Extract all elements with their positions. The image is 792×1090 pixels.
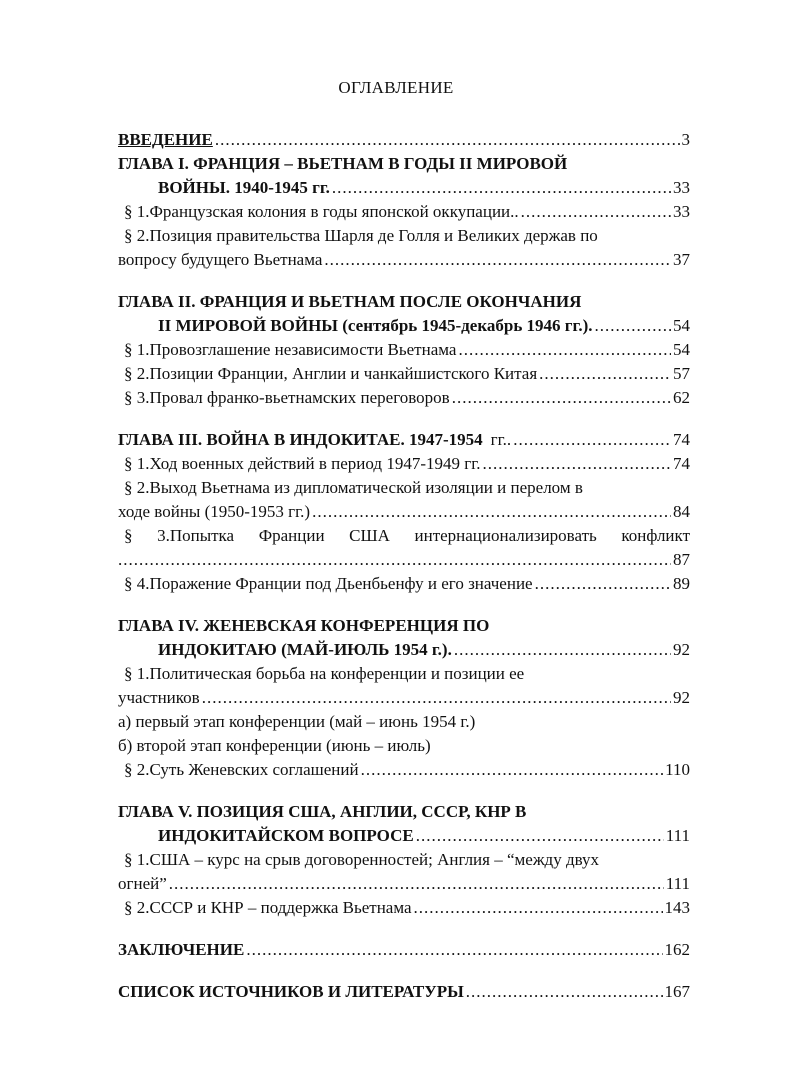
chapter-title: ГЛАВА II. ФРАНЦИЯ И ВЬЕТНАМ ПОСЛЕ ОКОНЧАНИЯ: [118, 292, 582, 311]
toc-chapter-5-line1[interactable]: [118, 800, 690, 824]
toc-section-2-2[interactable]: [118, 362, 690, 386]
chapter-title-cont: ИНДОКИТАЙСКОМ ВОПРОСЕ: [158, 826, 414, 845]
toc-chapter-1-line1[interactable]: [118, 152, 690, 176]
toc-chapter-4-line2[interactable]: [118, 638, 690, 662]
entry-page: 111: [665, 826, 690, 845]
table-of-contents: [118, 128, 690, 1004]
dot-leader: [595, 314, 672, 338]
entry-page: 54: [673, 316, 690, 335]
toc-section-3-3-line1[interactable]: § 3.Попытка Франции США интернационализировать конфликт: [124, 526, 690, 545]
dot-leader: [452, 386, 671, 410]
chapter-title: ГЛАВА IV. ЖЕНЕВСКАЯ КОНФЕРЕНЦИЯ ПО: [118, 616, 490, 635]
entry-page: 37: [673, 250, 690, 269]
dot-leader: [361, 758, 664, 782]
entry-page: 92: [673, 640, 690, 659]
entry-label: СПИСОК ИСТОЧНИКОВ И ЛИТЕРАТУРЫ: [118, 982, 464, 1001]
entry-page: 143: [664, 898, 690, 917]
toc-chapter-2-line1[interactable]: [118, 290, 690, 314]
toc-entry-conclusion[interactable]: [118, 938, 690, 962]
entry-page: 92: [673, 688, 690, 707]
toc-chapter-2-line2[interactable]: [118, 314, 690, 338]
entry-label: ВВЕДЕНИЕ: [118, 130, 213, 149]
entry-label: ЗАКЛЮЧЕНИЕ: [118, 940, 245, 959]
section-title: § 2.Суть Женевских соглашений: [124, 760, 359, 779]
toc-entry-introduction[interactable]: [118, 128, 690, 152]
chapter-title-cont: ИНДОКИТАЮ (МАЙ-ИЮЛЬ 1954 г.).: [158, 640, 452, 659]
toc-section-4-1-line1[interactable]: § 1.Политическая борьба на конференции и позиции ее: [124, 664, 525, 683]
dot-leader: [454, 638, 671, 662]
toc-chapter-5-line2[interactable]: [118, 824, 690, 848]
section-title: § 1.Ход военных действий в период 1947-1949 гг.: [124, 454, 481, 473]
section-title-cont: огней”: [118, 874, 167, 893]
dot-leader: [332, 176, 671, 200]
entry-page: 3: [681, 130, 690, 149]
toc-subsection-b[interactable]: б) второй этап конференции (июнь – июль): [118, 736, 431, 755]
dot-leader: [466, 980, 663, 1004]
chapter-title-cont: ВОЙНЫ. 1940-1945 гг.: [158, 178, 330, 197]
entry-page: 33: [673, 178, 690, 197]
toc-chapter-1-line2[interactable]: [118, 176, 690, 200]
section-title: § 2.Позиции Франции, Англии и чанкайшистского Китая: [124, 364, 538, 383]
dot-leader: [202, 686, 671, 710]
toc-chapter-3[interactable]: [118, 428, 690, 452]
entry-page: 74: [673, 430, 690, 449]
toc-section-1-1[interactable]: [118, 200, 690, 224]
dot-leader: [118, 548, 671, 572]
entry-page: 84: [673, 502, 690, 521]
toc-section-2-3[interactable]: [118, 386, 690, 410]
toc-section-5-1-line1[interactable]: § 1.США – курс на срыв договоренностей; Англия – “между двух: [124, 850, 600, 869]
toc-subsection-a[interactable]: а) первый этап конференции (май – июнь 1954 г.): [118, 712, 476, 731]
page-title: ОГЛАВЛЕНИЕ: [338, 78, 454, 97]
section-title: § 4.Поражение Франции под Дьенбьенфу и его значение: [124, 574, 533, 593]
entry-page: 87: [673, 550, 690, 569]
dot-leader: [535, 572, 671, 596]
toc-section-5-2[interactable]: [118, 896, 690, 920]
entry-page: 162: [664, 940, 690, 959]
entry-page: 54: [673, 340, 690, 359]
toc-section-4-1-line2[interactable]: [118, 686, 690, 710]
section-title: § 1.Французская колония в годы японской оккупации..: [124, 202, 519, 221]
entry-page: 62: [673, 388, 690, 407]
entry-page: 110: [665, 760, 690, 779]
toc-section-2-1[interactable]: [118, 338, 690, 362]
dot-leader: [414, 896, 663, 920]
toc-section-3-2-line2[interactable]: [118, 500, 690, 524]
section-title: § 2.СССР и КНР – поддержка Вьетнама: [124, 898, 412, 917]
entry-page: 74: [673, 454, 690, 473]
toc-chapter-4-line1[interactable]: [118, 614, 690, 638]
toc-section-1-2-line2[interactable]: [118, 248, 690, 272]
dot-leader: [483, 452, 671, 476]
toc-entry-sources[interactable]: [118, 980, 690, 1004]
section-title: § 1.Провозглашение независимости Вьетнама: [124, 340, 457, 359]
dot-leader: [458, 338, 671, 362]
dot-leader: [215, 128, 680, 152]
toc-section-3-4[interactable]: [118, 572, 690, 596]
entry-page: 89: [673, 574, 690, 593]
dot-leader: [521, 200, 671, 224]
dot-leader: [324, 248, 671, 272]
chapter-title: ГЛАВА III. ВОЙНА В ИНДОКИТАЕ. 1947-1954: [118, 430, 483, 449]
dot-leader: [312, 500, 671, 524]
toc-section-5-1-line2[interactable]: [118, 872, 690, 896]
section-title-cont: вопросу будущего Вьетнама: [118, 250, 323, 269]
dot-leader: [539, 362, 671, 386]
dot-leader: [246, 938, 662, 962]
toc-section-4-2[interactable]: [118, 758, 690, 782]
chapter-title: ГЛАВА I. ФРАНЦИЯ – ВЬЕТНАМ В ГОДЫ II МИРОВОЙ: [118, 154, 568, 173]
section-title-cont: участников: [118, 688, 200, 707]
toc-section-3-1[interactable]: [118, 452, 690, 476]
toc-section-3-2-line1[interactable]: § 2.Выход Вьетнама из дипломатической изоляции и перелом в: [124, 478, 583, 497]
entry-page: 167: [664, 982, 690, 1001]
dot-leader: [513, 428, 671, 452]
chapter-title-cont: II МИРОВОЙ ВОЙНЫ (сентябрь 1945-декабрь 1946 гг.).: [158, 316, 593, 335]
entry-page: 57: [673, 364, 690, 383]
chapter-title: ГЛАВА V. ПОЗИЦИЯ США, АНГЛИИ, СССР, КНР В: [118, 802, 527, 821]
toc-section-1-2-line1[interactable]: § 2.Позиция правительства Шарля де Голля и Великих держав по: [124, 226, 598, 245]
entry-page: 111: [665, 874, 690, 893]
section-title: § 3.Провал франко-вьетнамских переговоров: [124, 388, 450, 407]
dot-leader: [169, 872, 664, 896]
toc-section-3-3-line2[interactable]: [118, 548, 690, 572]
section-title-cont: ходе войны (1950-1953 гг.): [118, 502, 311, 521]
chapter-title-suffix: гг..: [490, 430, 512, 449]
dot-leader: [416, 824, 664, 848]
entry-page: 33: [673, 202, 690, 221]
